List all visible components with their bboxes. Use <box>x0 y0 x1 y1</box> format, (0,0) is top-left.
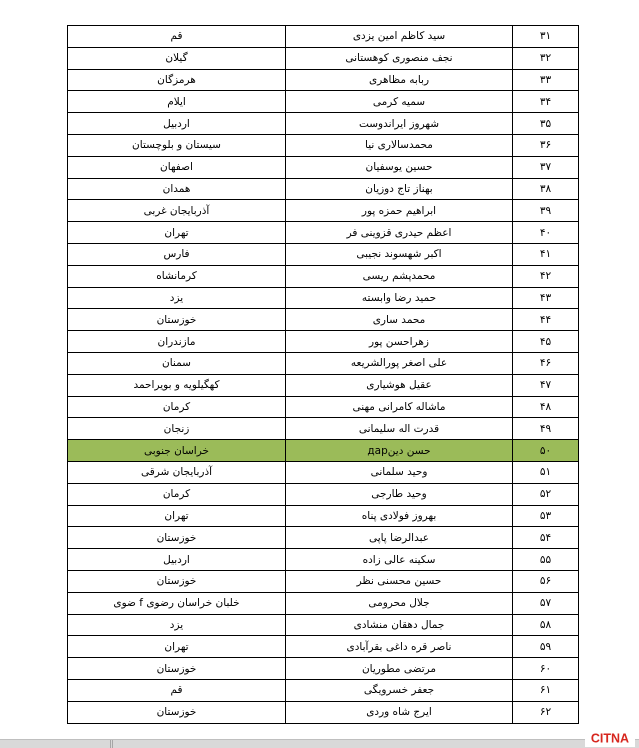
row-number: ۶۰ <box>513 658 579 680</box>
row-province: کهگیلویه و بویراحمد <box>68 374 286 396</box>
row-province: تهران <box>68 636 286 658</box>
row-province: کرمانشاه <box>68 265 286 287</box>
row-province: آذربایجان غربی <box>68 200 286 222</box>
row-number: ۵۳ <box>513 505 579 527</box>
row-province: خوزستان <box>68 701 286 723</box>
table-row <box>68 592 579 614</box>
row-name: جعفر خسرویگی <box>286 679 513 701</box>
row-name: عبدالرضا پاپی <box>286 527 513 549</box>
table-row <box>68 26 579 48</box>
row-number: ۶۲ <box>513 701 579 723</box>
row-province: گیلان <box>68 47 286 69</box>
table-row <box>68 69 579 91</box>
table-row <box>68 47 579 69</box>
row-province: سیستان و بلوچستان <box>68 134 286 156</box>
row-number: ۴۰ <box>513 222 579 244</box>
table-row <box>68 352 579 374</box>
table-row <box>68 265 579 287</box>
table-row <box>68 156 579 178</box>
row-name: بهروز فولادی پناه <box>286 505 513 527</box>
row-name: اکبر شهسوند نجیبی <box>286 243 513 265</box>
table-row <box>68 658 579 680</box>
row-name: جلال محرومی <box>286 592 513 614</box>
table-row <box>68 243 579 265</box>
row-province: همدان <box>68 178 286 200</box>
row-number: ۵۴ <box>513 527 579 549</box>
table-row <box>68 418 579 440</box>
row-name: زهراحسن پور <box>286 331 513 353</box>
row-number: ۳۹ <box>513 200 579 222</box>
row-province: اردبیل <box>68 113 286 135</box>
row-province: کرمان <box>68 396 286 418</box>
row-province: اصفهان <box>68 156 286 178</box>
row-province: تهران <box>68 222 286 244</box>
table-row <box>68 309 579 331</box>
table-row <box>68 570 579 592</box>
row-number: ۳۶ <box>513 134 579 156</box>
row-name: وحید طارجی <box>286 483 513 505</box>
row-name: حمید رضا وابسته <box>286 287 513 309</box>
row-number: ۶۱ <box>513 679 579 701</box>
participants-table <box>67 25 579 724</box>
row-number: ۵۰ <box>513 440 579 462</box>
row-name: ناصر قره داغی بقرآبادی <box>286 636 513 658</box>
row-number: ۳۷ <box>513 156 579 178</box>
table-row <box>68 505 579 527</box>
row-name: سمیه کرمی <box>286 91 513 113</box>
row-name: شهروز ایراندوست <box>286 113 513 135</box>
row-number: ۴۷ <box>513 374 579 396</box>
row-number: ۳۱ <box>513 26 579 48</box>
row-number: ۴۳ <box>513 287 579 309</box>
row-number: ۵۷ <box>513 592 579 614</box>
table-row <box>68 374 579 396</box>
row-province: خوزستان <box>68 527 286 549</box>
citna-logo-text: CITNA <box>590 731 630 745</box>
row-number: ۴۶ <box>513 352 579 374</box>
row-name: ماشاله کامرانی مهنی <box>286 396 513 418</box>
row-province: خوزستان <box>68 309 286 331</box>
row-province: هرمزگان <box>68 69 286 91</box>
row-number: ۵۱ <box>513 461 579 483</box>
row-number: ۳۴ <box>513 91 579 113</box>
citna-logo <box>585 728 635 747</box>
row-number: ۵۸ <box>513 614 579 636</box>
row-name: حسن دینдар <box>286 440 513 462</box>
row-number: ۴۴ <box>513 309 579 331</box>
row-number: ۵۹ <box>513 636 579 658</box>
row-name: وحید سلمانی <box>286 461 513 483</box>
table-row <box>68 614 579 636</box>
table-row <box>68 134 579 156</box>
row-name: ربابه مظاهری <box>286 69 513 91</box>
row-number: ۵۶ <box>513 570 579 592</box>
row-number: ۴۲ <box>513 265 579 287</box>
table-row <box>68 331 579 353</box>
row-number: ۴۸ <box>513 396 579 418</box>
row-province: مازندران <box>68 331 286 353</box>
row-province: تهران <box>68 505 286 527</box>
row-province: کرمان <box>68 483 286 505</box>
table-row <box>68 91 579 113</box>
row-name: علی اصغر پورالشریعه <box>286 352 513 374</box>
row-province: سمنان <box>68 352 286 374</box>
row-province: آذربایجان شرقی <box>68 461 286 483</box>
table-body <box>68 26 579 724</box>
table-row <box>68 440 579 462</box>
row-province: فارس <box>68 243 286 265</box>
row-number: ۴۱ <box>513 243 579 265</box>
table-row <box>68 679 579 701</box>
row-province: قم <box>68 679 286 701</box>
row-name: مرتضی مطوریان <box>286 658 513 680</box>
row-province: زنجان <box>68 418 286 440</box>
row-name: محمدپشم ریسی <box>286 265 513 287</box>
row-province: خوزستان <box>68 658 286 680</box>
row-province: اردبیل <box>68 549 286 571</box>
row-number: ۵۲ <box>513 483 579 505</box>
row-province: یزد <box>68 287 286 309</box>
table-row <box>68 461 579 483</box>
row-name: بهناز تاج دوزیان <box>286 178 513 200</box>
row-name: نجف منصوری کوهستانی <box>286 47 513 69</box>
table-row <box>68 549 579 571</box>
row-province: خلبان خراسان رضوی f ضوی <box>68 592 286 614</box>
row-name: محمدسالاری نیا <box>286 134 513 156</box>
row-number: ۴۹ <box>513 418 579 440</box>
row-name: حسین یوسفیان <box>286 156 513 178</box>
row-number: ۳۳ <box>513 69 579 91</box>
table-row <box>68 483 579 505</box>
table-row <box>68 200 579 222</box>
table-row <box>68 178 579 200</box>
row-number: ۳۲ <box>513 47 579 69</box>
row-name: سکینه عالی زاده <box>286 549 513 571</box>
table-row <box>68 222 579 244</box>
table-row <box>68 527 579 549</box>
row-name: محمد ساری <box>286 309 513 331</box>
row-number: ۳۵ <box>513 113 579 135</box>
row-name: حسین محسنی نظر <box>286 570 513 592</box>
table-row <box>68 113 579 135</box>
row-number: ۴۵ <box>513 331 579 353</box>
row-province: ایلام <box>68 91 286 113</box>
table-row <box>68 396 579 418</box>
row-name: ابراهیم حمزه پور <box>286 200 513 222</box>
table-row <box>68 701 579 723</box>
table-row <box>68 287 579 309</box>
row-name: سید کاظم امین یزدی <box>286 26 513 48</box>
row-number: ۵۵ <box>513 549 579 571</box>
row-number: ۳۸ <box>513 178 579 200</box>
row-name: قدرت اله سلیمانی <box>286 418 513 440</box>
row-name: ایرج شاه وردی <box>286 701 513 723</box>
row-province: یزد <box>68 614 286 636</box>
row-province: قم <box>68 26 286 48</box>
row-name: جمال دهقان منشادی <box>286 614 513 636</box>
row-name: اعظم حیدری قزوینی فر <box>286 222 513 244</box>
row-province: خوزستان <box>68 570 286 592</box>
row-name: عقیل هوشیاری <box>286 374 513 396</box>
row-province: خراسان جنوبی <box>68 440 286 462</box>
table-row <box>68 636 579 658</box>
